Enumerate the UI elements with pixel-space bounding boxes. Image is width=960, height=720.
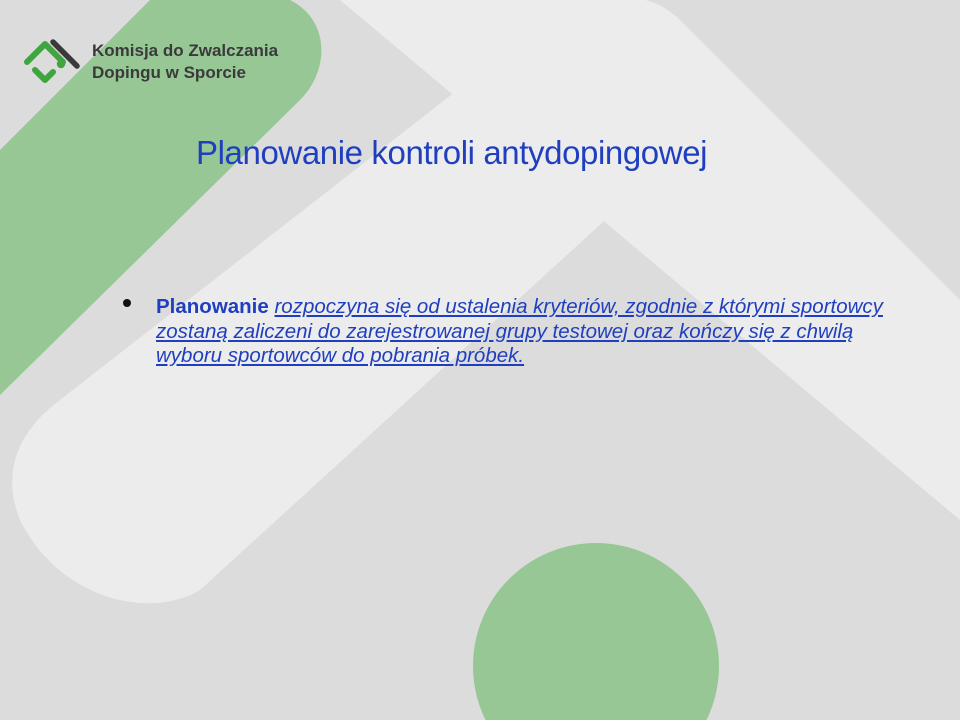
organization-name-line1: Komisja do Zwalczania xyxy=(92,41,279,60)
bullet-head: Planowanie xyxy=(156,295,269,318)
bullet-icon xyxy=(123,299,131,307)
house-check-logo-icon xyxy=(22,36,84,86)
bullet-item xyxy=(118,295,908,369)
slide-title: Planowanie kontroli antydopingowej xyxy=(196,134,708,171)
slide-content xyxy=(118,295,908,369)
organization-name xyxy=(92,40,278,84)
bullet-body: rozpoczyna się od ustalenia kryteriów, zgodnie z którymi sportowcy zostaną zaliczeni do zarejestrowanej grupy testowej oraz kończy się z chwilą wyboru sportowców do pobrania próbek. xyxy=(156,295,883,367)
organization-name-line2: Dopingu w Sporcie xyxy=(92,63,246,82)
bullet-text xyxy=(156,295,908,369)
